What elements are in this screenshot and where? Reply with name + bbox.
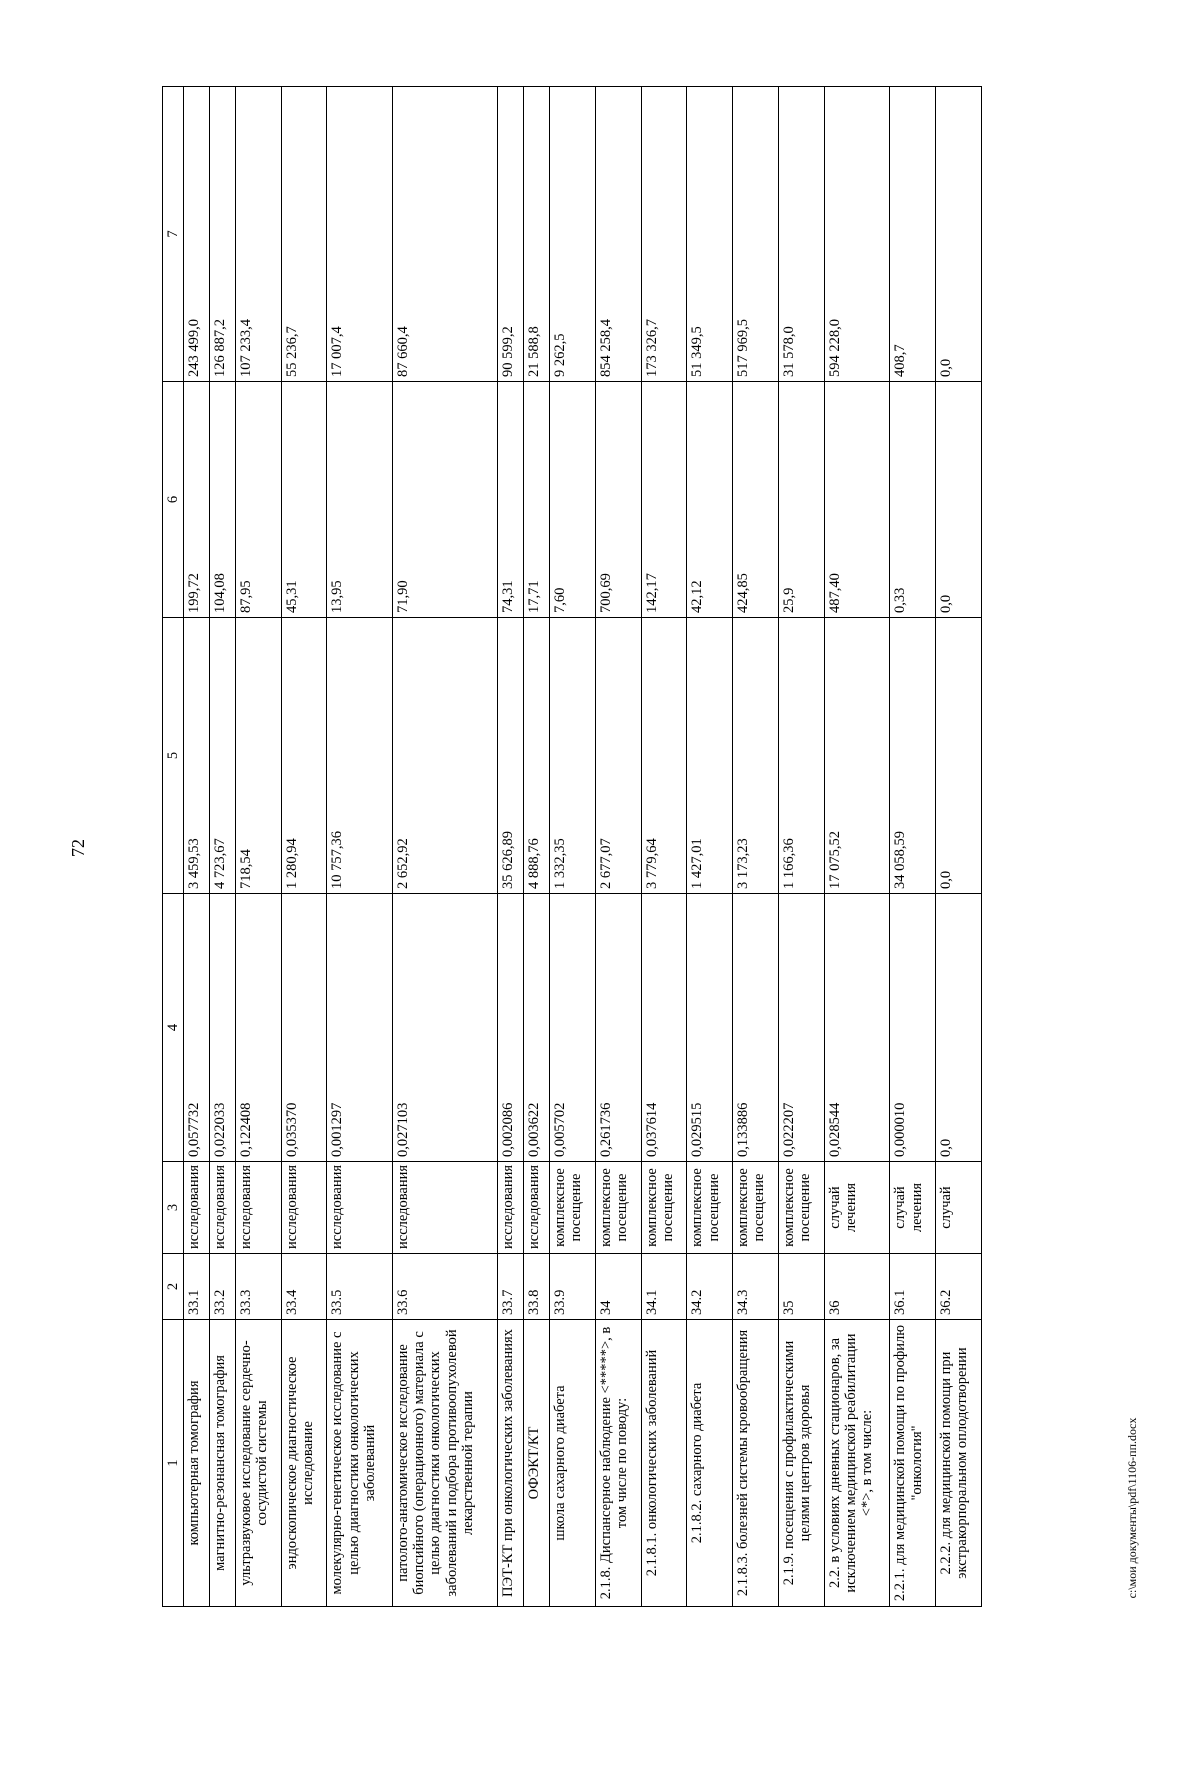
unit-cell: комплексное посещение — [550, 1162, 596, 1254]
code-cell: 33.8 — [524, 1254, 550, 1320]
code-cell: 34.2 — [687, 1254, 733, 1320]
total-cell: 51 349,5 — [687, 87, 733, 382]
norm-cell: 0,000010 — [890, 894, 936, 1162]
code-cell: 35 — [778, 1254, 824, 1320]
per-capita-cell: 142,17 — [641, 382, 687, 618]
total-cell: 243 499,0 — [184, 87, 210, 382]
service-name-cell: ультразвуковое исследование сердечно-сосудистой системы — [235, 1320, 281, 1607]
per-capita-cell: 0,0 — [936, 382, 982, 618]
unit-cell: комплексное посещение — [733, 1162, 779, 1254]
service-name-cell: молекулярно-генетическое исследование с целью диагностики онкологических заболеваний — [327, 1320, 393, 1607]
norm-cell: 0,022033 — [209, 894, 235, 1162]
table-row — [687, 87, 733, 1607]
cost-cell: 10 757,36 — [327, 618, 393, 894]
norm-cell: 0,122408 — [235, 894, 281, 1162]
cost-cell: 1 332,35 — [550, 618, 596, 894]
cost-cell: 34 058,59 — [890, 618, 936, 894]
table-row — [235, 87, 281, 1607]
code-cell: 36.1 — [890, 1254, 936, 1320]
service-name-cell: школа сахарного диабета — [550, 1320, 596, 1607]
norm-cell: 0,057732 — [184, 894, 210, 1162]
table-row — [550, 87, 596, 1607]
code-cell: 36.2 — [936, 1254, 982, 1320]
per-capita-cell: 700,69 — [595, 382, 641, 618]
cost-cell: 35 626,89 — [498, 618, 524, 894]
per-capita-cell: 424,85 — [733, 382, 779, 618]
page-number: 72 — [68, 839, 88, 857]
cost-cell: 718,54 — [235, 618, 281, 894]
header-col-5: 5 — [163, 618, 184, 894]
cost-cell: 17 075,52 — [824, 618, 890, 894]
cost-cell: 1 280,94 — [281, 618, 327, 894]
table-row — [209, 87, 235, 1607]
unit-cell: случай — [936, 1162, 982, 1254]
total-cell: 90 599,2 — [498, 87, 524, 382]
per-capita-cell: 42,12 — [687, 382, 733, 618]
norm-cell: 0,133886 — [733, 894, 779, 1162]
service-name-cell: 2.1.8.3. болезней системы кровообращения — [733, 1320, 779, 1607]
unit-cell: комплексное посещение — [641, 1162, 687, 1254]
code-cell: 33.2 — [209, 1254, 235, 1320]
norm-cell: 0,037614 — [641, 894, 687, 1162]
total-cell: 517 969,5 — [733, 87, 779, 382]
total-cell: 87 660,4 — [393, 87, 498, 382]
norm-cell: 0,0 — [936, 894, 982, 1162]
per-capita-cell: 45,31 — [281, 382, 327, 618]
cost-cell: 4 723,67 — [209, 618, 235, 894]
table-row — [641, 87, 687, 1607]
per-capita-cell: 104,08 — [209, 382, 235, 618]
unit-cell: комплексное посещение — [778, 1162, 824, 1254]
code-cell: 33.4 — [281, 1254, 327, 1320]
norm-cell: 0,027103 — [393, 894, 498, 1162]
per-capita-cell: 25,9 — [778, 382, 824, 618]
unit-cell: исследования — [184, 1162, 210, 1254]
service-name-cell: 2.1.8.1. онкологических заболеваний — [641, 1320, 687, 1607]
code-cell: 33.7 — [498, 1254, 524, 1320]
table-row — [824, 87, 890, 1607]
service-name-cell: компьютерная томография — [184, 1320, 210, 1607]
cost-cell: 0,0 — [936, 618, 982, 894]
unit-cell: исследования — [281, 1162, 327, 1254]
code-cell: 36 — [824, 1254, 890, 1320]
cost-cell: 3 779,64 — [641, 618, 687, 894]
table-row — [184, 87, 210, 1607]
header-col-6: 6 — [163, 382, 184, 618]
code-cell: 33.6 — [393, 1254, 498, 1320]
unit-cell: исследования — [209, 1162, 235, 1254]
header-col-2: 2 — [163, 1254, 184, 1320]
per-capita-cell: 87,95 — [235, 382, 281, 618]
code-cell: 34 — [595, 1254, 641, 1320]
cost-cell: 4 888,76 — [524, 618, 550, 894]
per-capita-cell: 7,60 — [550, 382, 596, 618]
service-name-cell: 2.2. в условиях дневных стационаров, за исключением медицинской реабилитации <*>, в том числе: — [824, 1320, 890, 1607]
table-row — [281, 87, 327, 1607]
service-name-cell: 2.2.2. для медицинской помощи при экстракорпоральном оплодотворении — [936, 1320, 982, 1607]
footer-file-path: c:\мои документы\pdf\1106-пп.docx — [1125, 1417, 1139, 1599]
code-cell: 33.5 — [327, 1254, 393, 1320]
cost-cell: 2 677,07 — [595, 618, 641, 894]
table-row — [778, 87, 824, 1607]
unit-cell: исследования — [524, 1162, 550, 1254]
unit-cell: исследования — [327, 1162, 393, 1254]
norm-cell: 0,261736 — [595, 894, 641, 1162]
header-col-3: 3 — [163, 1162, 184, 1254]
header-col-7: 7 — [163, 87, 184, 382]
table-row — [524, 87, 550, 1607]
service-name-cell: ПЭТ-КТ при онкологических заболеваниях — [498, 1320, 524, 1607]
unit-cell: исследования — [498, 1162, 524, 1254]
service-name-cell: 2.1.8. Диспансерное наблюдение <*****>, в том числе по поводу: — [595, 1320, 641, 1607]
table-row — [393, 87, 498, 1607]
cost-cell: 2 652,92 — [393, 618, 498, 894]
service-name-cell: патолого-анатомическое исследование биопсийного (операционного) материала с целью диагностики онкологических заболеваний и подбора противоопухолевой лекарственной терапии — [393, 1320, 498, 1607]
code-cell: 34.3 — [733, 1254, 779, 1320]
total-cell: 9 262,5 — [550, 87, 596, 382]
norm-cell: 0,028544 — [824, 894, 890, 1162]
per-capita-cell: 487,40 — [824, 382, 890, 618]
per-capita-cell: 13,95 — [327, 382, 393, 618]
norm-cell: 0,035370 — [281, 894, 327, 1162]
total-cell: 0,0 — [936, 87, 982, 382]
norm-cell: 0,005702 — [550, 894, 596, 1162]
cost-cell: 3 459,53 — [184, 618, 210, 894]
unit-cell: случай лечения — [890, 1162, 936, 1254]
norm-cell: 0,022207 — [778, 894, 824, 1162]
per-capita-cell: 17,71 — [524, 382, 550, 618]
total-cell: 594 228,0 — [824, 87, 890, 382]
table-row — [595, 87, 641, 1607]
service-name-cell: магнитно-резонансная томография — [209, 1320, 235, 1607]
total-cell: 21 588,8 — [524, 87, 550, 382]
code-cell: 33.1 — [184, 1254, 210, 1320]
table-row — [936, 87, 982, 1607]
header-col-1: 1 — [163, 1320, 184, 1607]
table-row — [890, 87, 936, 1607]
total-cell: 173 326,7 — [641, 87, 687, 382]
unit-cell: комплексное посещение — [595, 1162, 641, 1254]
service-name-cell: 2.1.8.2. сахарного диабета — [687, 1320, 733, 1607]
unit-cell: исследования — [393, 1162, 498, 1254]
per-capita-cell: 71,90 — [393, 382, 498, 618]
total-cell: 107 233,4 — [235, 87, 281, 382]
table-row — [498, 87, 524, 1607]
service-name-cell: эндоскопическое диагностическое исследование — [281, 1320, 327, 1607]
total-cell: 31 578,0 — [778, 87, 824, 382]
total-cell: 126 887,2 — [209, 87, 235, 382]
service-name-cell: 2.1.9. посещения с профилактическими целями центров здоровья — [778, 1320, 824, 1607]
code-cell: 33.9 — [550, 1254, 596, 1320]
service-name-cell: 2.2.1. для медицинской помощи по профилю "онкология" — [890, 1320, 936, 1607]
norm-cell: 0,003622 — [524, 894, 550, 1162]
cost-cell: 1 427,01 — [687, 618, 733, 894]
rates-table-rotated — [162, 87, 982, 1607]
unit-cell: случай лечения — [824, 1162, 890, 1254]
norm-cell: 0,029515 — [687, 894, 733, 1162]
total-cell: 408,7 — [890, 87, 936, 382]
norm-cell: 0,002086 — [498, 894, 524, 1162]
per-capita-cell: 199,72 — [184, 382, 210, 618]
unit-cell: комплексное посещение — [687, 1162, 733, 1254]
cost-cell: 1 166,36 — [778, 618, 824, 894]
total-cell: 854 258,4 — [595, 87, 641, 382]
header-col-4: 4 — [163, 894, 184, 1162]
header-row — [163, 87, 184, 1607]
cost-cell: 3 173,23 — [733, 618, 779, 894]
code-cell: 34.1 — [641, 1254, 687, 1320]
per-capita-cell: 74,31 — [498, 382, 524, 618]
norm-cell: 0,001297 — [327, 894, 393, 1162]
table-row — [733, 87, 779, 1607]
rates-table — [162, 86, 982, 1607]
table-row — [327, 87, 393, 1607]
per-capita-cell: 0,33 — [890, 382, 936, 618]
total-cell: 55 236,7 — [281, 87, 327, 382]
code-cell: 33.3 — [235, 1254, 281, 1320]
unit-cell: исследования — [235, 1162, 281, 1254]
total-cell: 17 007,4 — [327, 87, 393, 382]
service-name-cell: ОФЭКТ/КТ — [524, 1320, 550, 1607]
